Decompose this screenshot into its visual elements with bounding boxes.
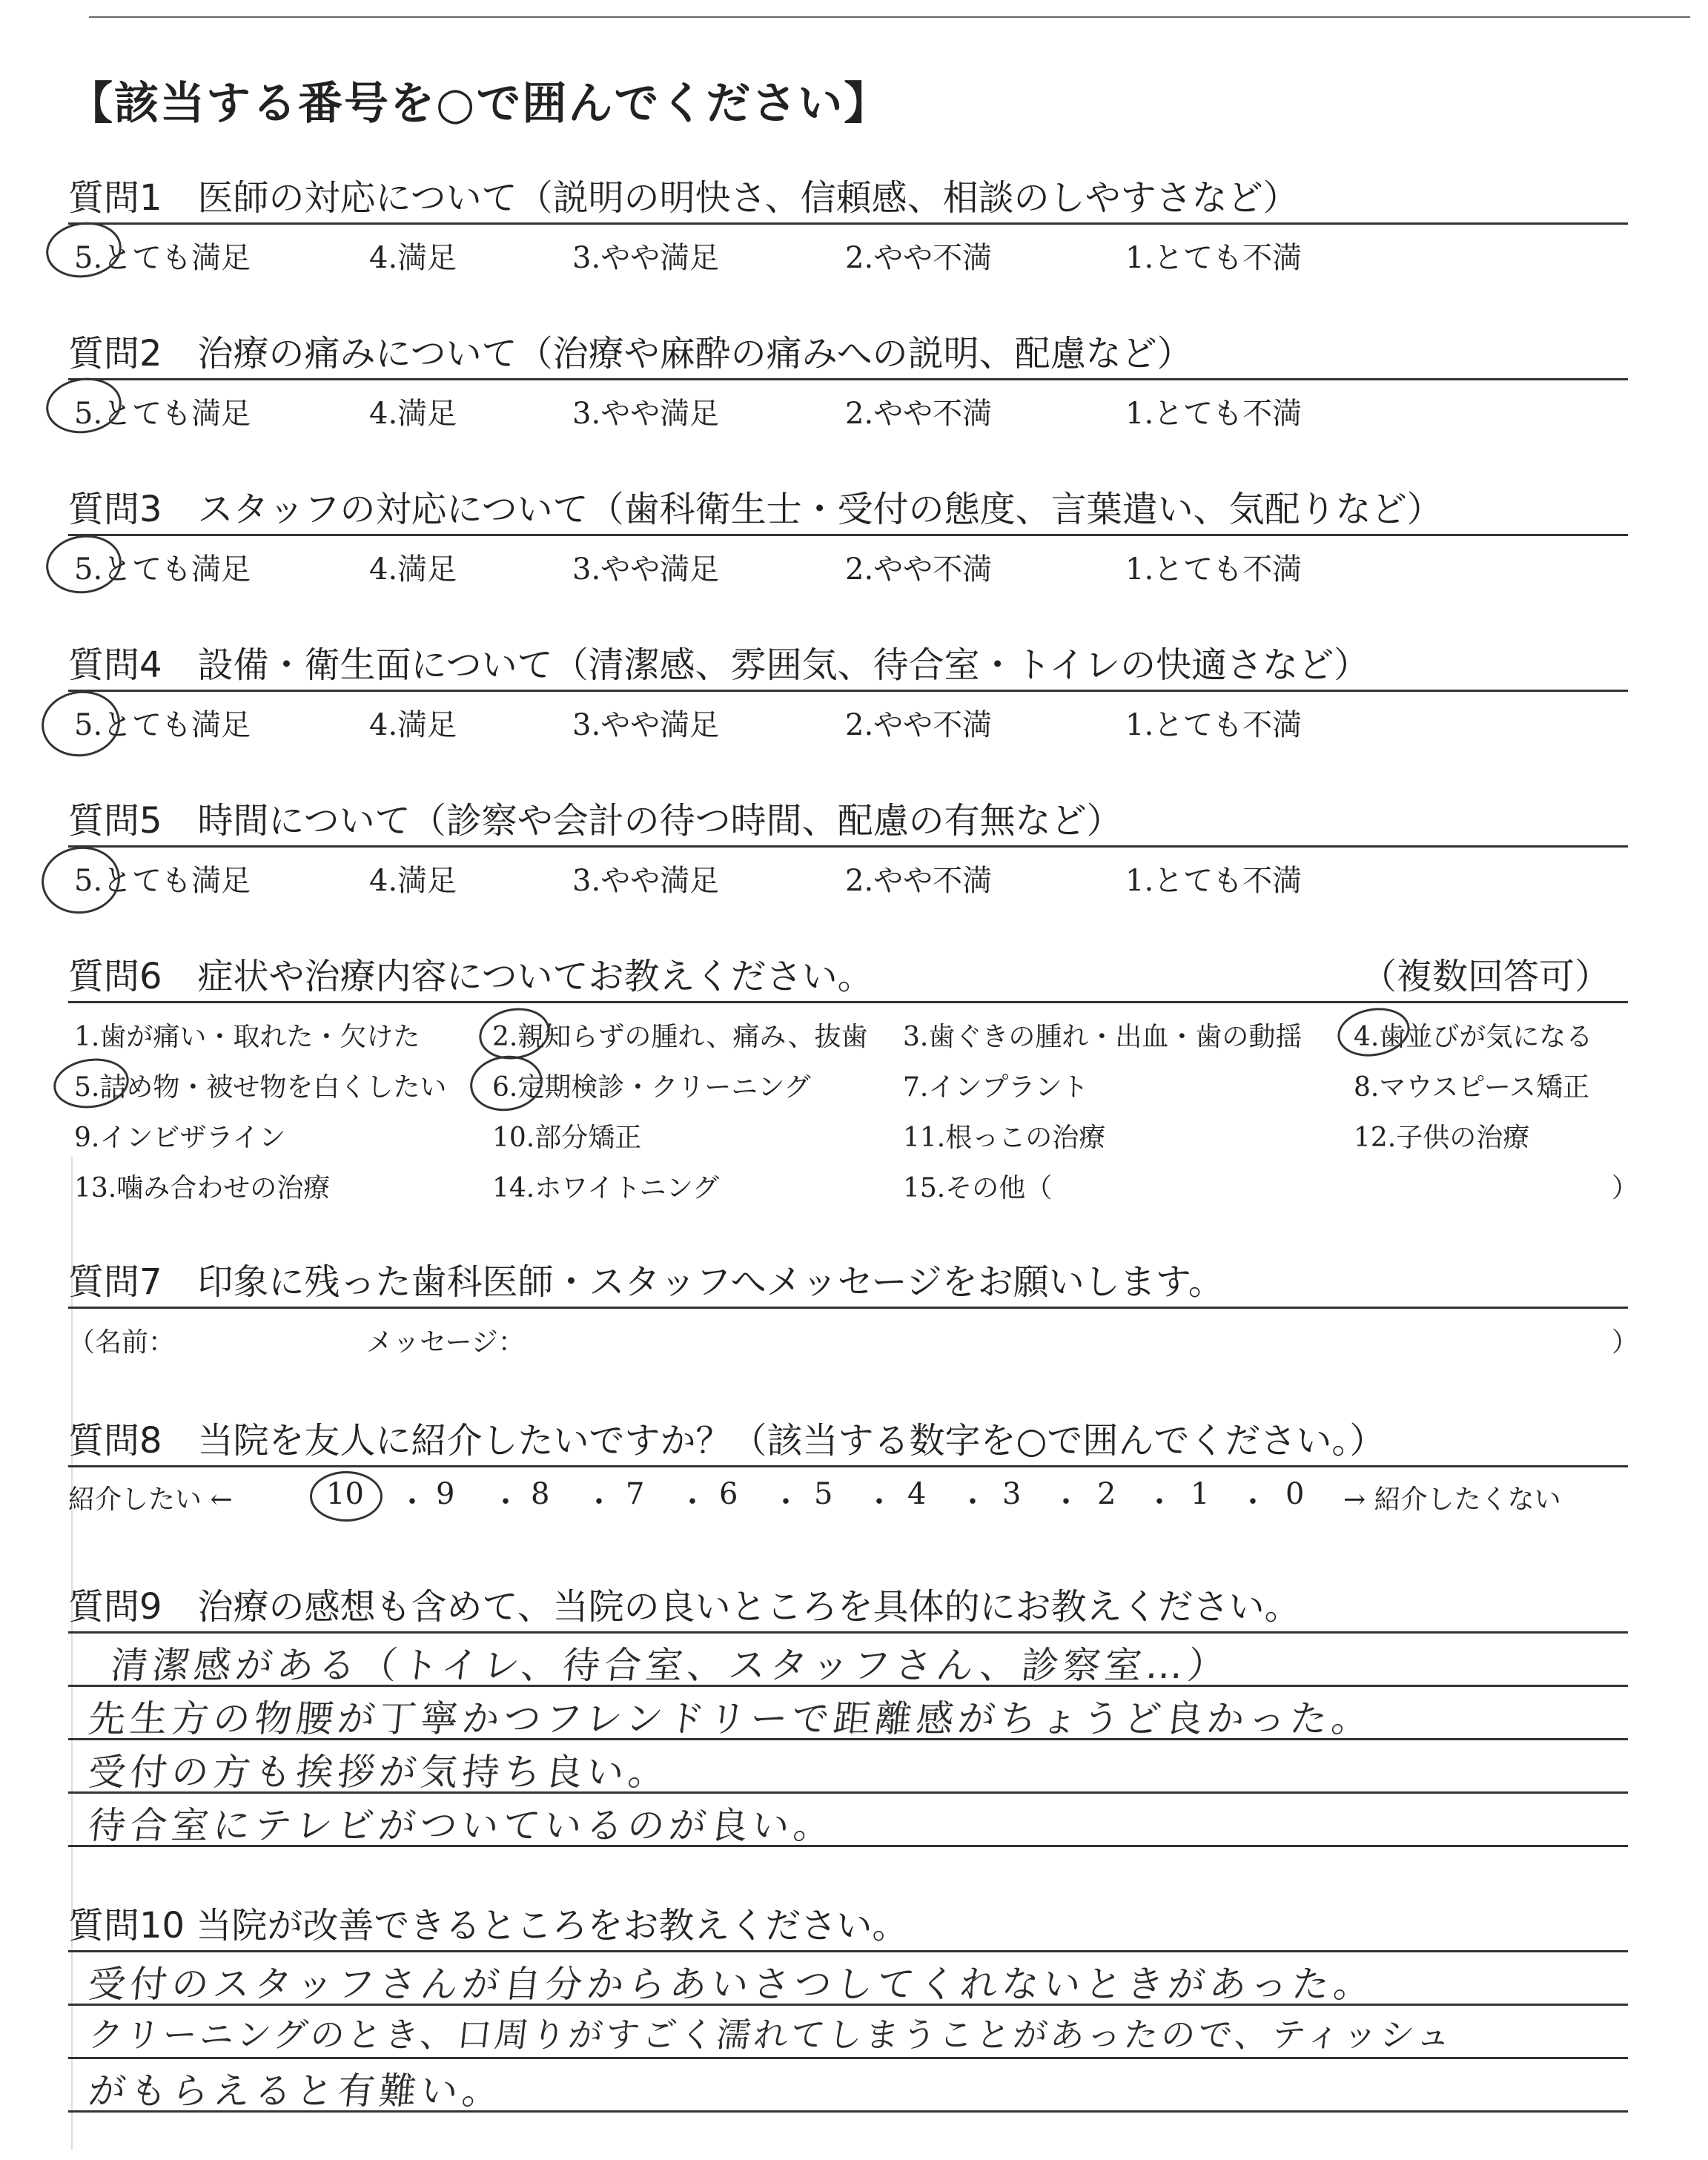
q6-option-8[interactable]: 8.マウスピース矯正 [1354,1072,1590,1103]
q10-line-3 [68,2057,1628,2059]
q4-selection-circle [37,686,124,762]
q3-option-4[interactable]: 4.満足 [369,552,457,587]
q6-option-9[interactable]: 9.インビザライン [74,1123,286,1153]
q6-option-13[interactable]: 13.噛み合わせの治療 [74,1173,331,1203]
scan-top-edge [89,16,1690,18]
q10-line-1 [68,1950,1628,1952]
q3-option-1[interactable]: 1.とても不満 [1125,552,1302,587]
q6-option-15[interactable]: 15.その他（ [903,1173,1053,1203]
q5-option-3[interactable]: 3.やや満足 [572,864,720,898]
q6-option-7[interactable]: 7.インプラント [903,1072,1089,1103]
q8-left-label: 紹介したい ← [68,1484,233,1515]
q3-selection-circle [42,530,125,598]
q2-option-4[interactable]: 4.満足 [369,397,457,431]
question-5-label: 質問5 時間について（診察や会計の待つ時間、配慮の有無など） [68,800,1122,842]
question-2-label: 質問2 治療の痛みについて（治療や麻酔の痛みへの説明、配慮など） [68,333,1193,374]
q6-option-4[interactable]: 4.歯並びが気になる [1354,1022,1593,1052]
question-6-note: （複数回答可） [1361,956,1611,997]
question-5-rule [68,845,1628,848]
q2-option-5[interactable]: 5.とても満足 [74,397,251,431]
q10-answer-3: がもらえると有難い。 [86,2070,506,2113]
question-6-label: 質問6 症状や治療内容についてお教えください。 [68,956,873,997]
q8-score-9[interactable]: 9 [436,1477,455,1511]
q10-answer-1: 受付のスタッフさんが自分からあいさつしてくれないときがあった。 [86,1963,1378,2006]
q2-option-3[interactable]: 3.やや満足 [572,397,720,431]
q4-option-5[interactable]: 5.とても満足 [74,708,251,742]
question-8-rule [68,1465,1628,1467]
q8-score-1[interactable]: 1 [1191,1477,1210,1511]
q8-score-5[interactable]: 5 [814,1477,833,1511]
q1-option-5[interactable]: 5.とても満足 [74,241,251,275]
q6-option-11[interactable]: 11.根っこの治療 [903,1123,1106,1153]
question-1-rule [68,222,1628,225]
q8-dot: ・ [958,1485,987,1519]
q8-score-8[interactable]: 8 [531,1477,550,1511]
q5-option-5[interactable]: 5.とても満足 [74,864,251,898]
q6-option-10[interactable]: 10.部分矯正 [492,1123,642,1153]
q5-option-1[interactable]: 1.とても不満 [1125,864,1302,898]
q7-message-label: メッセージ： [366,1327,525,1358]
q9-answer-3: 受付の方も挨拶が気持ち良い。 [86,1751,672,1794]
q2-option-2[interactable]: 2.やや不満 [845,397,993,431]
q8-dot: ・ [1145,1485,1174,1519]
q8-score-2[interactable]: 2 [1097,1477,1116,1511]
q1-option-1[interactable]: 1.とても不満 [1125,241,1302,275]
q6-option-6[interactable]: 6.定期検診・クリーニング [492,1072,811,1103]
q8-dot: ・ [678,1485,707,1519]
q5-option-4[interactable]: 4.満足 [369,864,457,898]
question-3-label: 質問3 スタッフの対応について（歯科衛生士・受付の態度、言葉遣い、気配りなど） [68,489,1443,530]
question-7-label: 質問7 印象に残った歯科医師・スタッフへメッセージをお願いします。 [68,1261,1224,1303]
q7-close-paren: ） [1612,1327,1639,1358]
q7-name-label: （名前： [68,1327,176,1358]
q9-answer-1: 清潔感がある（トイレ、待合室、スタッフさん、診察室…） [108,1644,1232,1687]
q8-dot: ・ [397,1485,427,1519]
q8-score-0[interactable]: 0 [1285,1477,1305,1511]
q4-option-4[interactable]: 4.満足 [369,708,457,742]
q10-answer-2: クリーニングのとき、口周りがすごく濡れてしまうことがあったので、ティッシュ [86,2015,1456,2055]
question-4-rule [68,690,1628,692]
q3-option-3[interactable]: 3.やや満足 [572,552,720,587]
q1-option-4[interactable]: 4.満足 [369,241,457,275]
q8-score-7[interactable]: 7 [626,1477,645,1511]
q8-dot: ・ [1051,1485,1081,1519]
q6-option-5[interactable]: 5.詰め物・被せ物を白くしたい [74,1072,447,1103]
q1-option-3[interactable]: 3.やや満足 [572,241,720,275]
q8-selection-circle [310,1471,383,1522]
q2-option-1[interactable]: 1.とても不満 [1125,397,1302,431]
q5-selection-circle [37,842,124,919]
q6-option-2[interactable]: 2.親知らずの腫れ、痛み、抜歯 [492,1022,868,1052]
q6-option-14[interactable]: 14.ホワイトニング [492,1173,720,1203]
q8-dot: ・ [584,1485,614,1519]
q4-option-3[interactable]: 3.やや満足 [572,708,720,742]
q1-option-2[interactable]: 2.やや不満 [845,241,993,275]
q3-option-5[interactable]: 5.とても満足 [74,552,251,587]
question-4-label: 質問4 設備・衛生面について（清潔感、雰囲気、待合室・トイレの快適さなど） [68,644,1370,686]
question-9-label: 質問9 治療の感想も含めて、当院の良いところを具体的にお教えください。 [68,1586,1300,1628]
q8-dot: ・ [864,1485,894,1519]
q6-option-15-close: ） [1612,1173,1639,1203]
question-2-rule [68,378,1628,380]
q8-dot: ・ [1238,1485,1268,1519]
question-1-label: 質問1 医師の対応について（説明の明快さ、信頼感、相談のしやすさなど） [68,177,1299,219]
q8-dot: ・ [491,1485,520,1519]
q4-option-2[interactable]: 2.やや不満 [845,708,993,742]
q4-option-1[interactable]: 1.とても不満 [1125,708,1302,742]
q5-option-2[interactable]: 2.やや不満 [845,864,993,898]
question-10-label: 質問10 当院が改善できるところをお教えください。 [68,1905,908,1946]
scan-left-edge [71,1157,73,2150]
question-6-rule [68,1001,1628,1003]
q9-line-1 [68,1631,1628,1634]
q6-circle-6 [466,1051,546,1116]
question-8-label: 質問8 当院を友人に紹介したいですか？（該当する数字を○で囲んでください。） [68,1420,1386,1462]
page-title: 【該当する番号を○で囲んでください】 [68,78,890,130]
q6-option-12[interactable]: 12.子供の治療 [1354,1123,1530,1153]
question-3-rule [68,534,1628,536]
q8-score-6[interactable]: 6 [719,1477,738,1511]
q8-score-3[interactable]: 3 [1002,1477,1022,1511]
q8-score-10[interactable]: 10 [326,1477,364,1511]
q9-answer-4: 待合室にテレビがついているのが良い。 [86,1804,838,1847]
q8-dot: ・ [771,1485,801,1519]
q6-option-1[interactable]: 1.歯が痛い・取れた・欠けた [74,1022,420,1052]
question-7-rule [68,1307,1628,1309]
q3-option-2[interactable]: 2.やや不満 [845,552,993,587]
q8-right-label: → 紹介したくない [1343,1484,1561,1515]
q6-option-3[interactable]: 3.歯ぐきの腫れ・出血・歯の動揺 [903,1022,1302,1052]
q8-score-4[interactable]: 4 [907,1477,927,1511]
q9-answer-2: 先生方の物腰が丁寧かつフレンドリーで距離感がちょうど良かった。 [86,1697,1376,1740]
